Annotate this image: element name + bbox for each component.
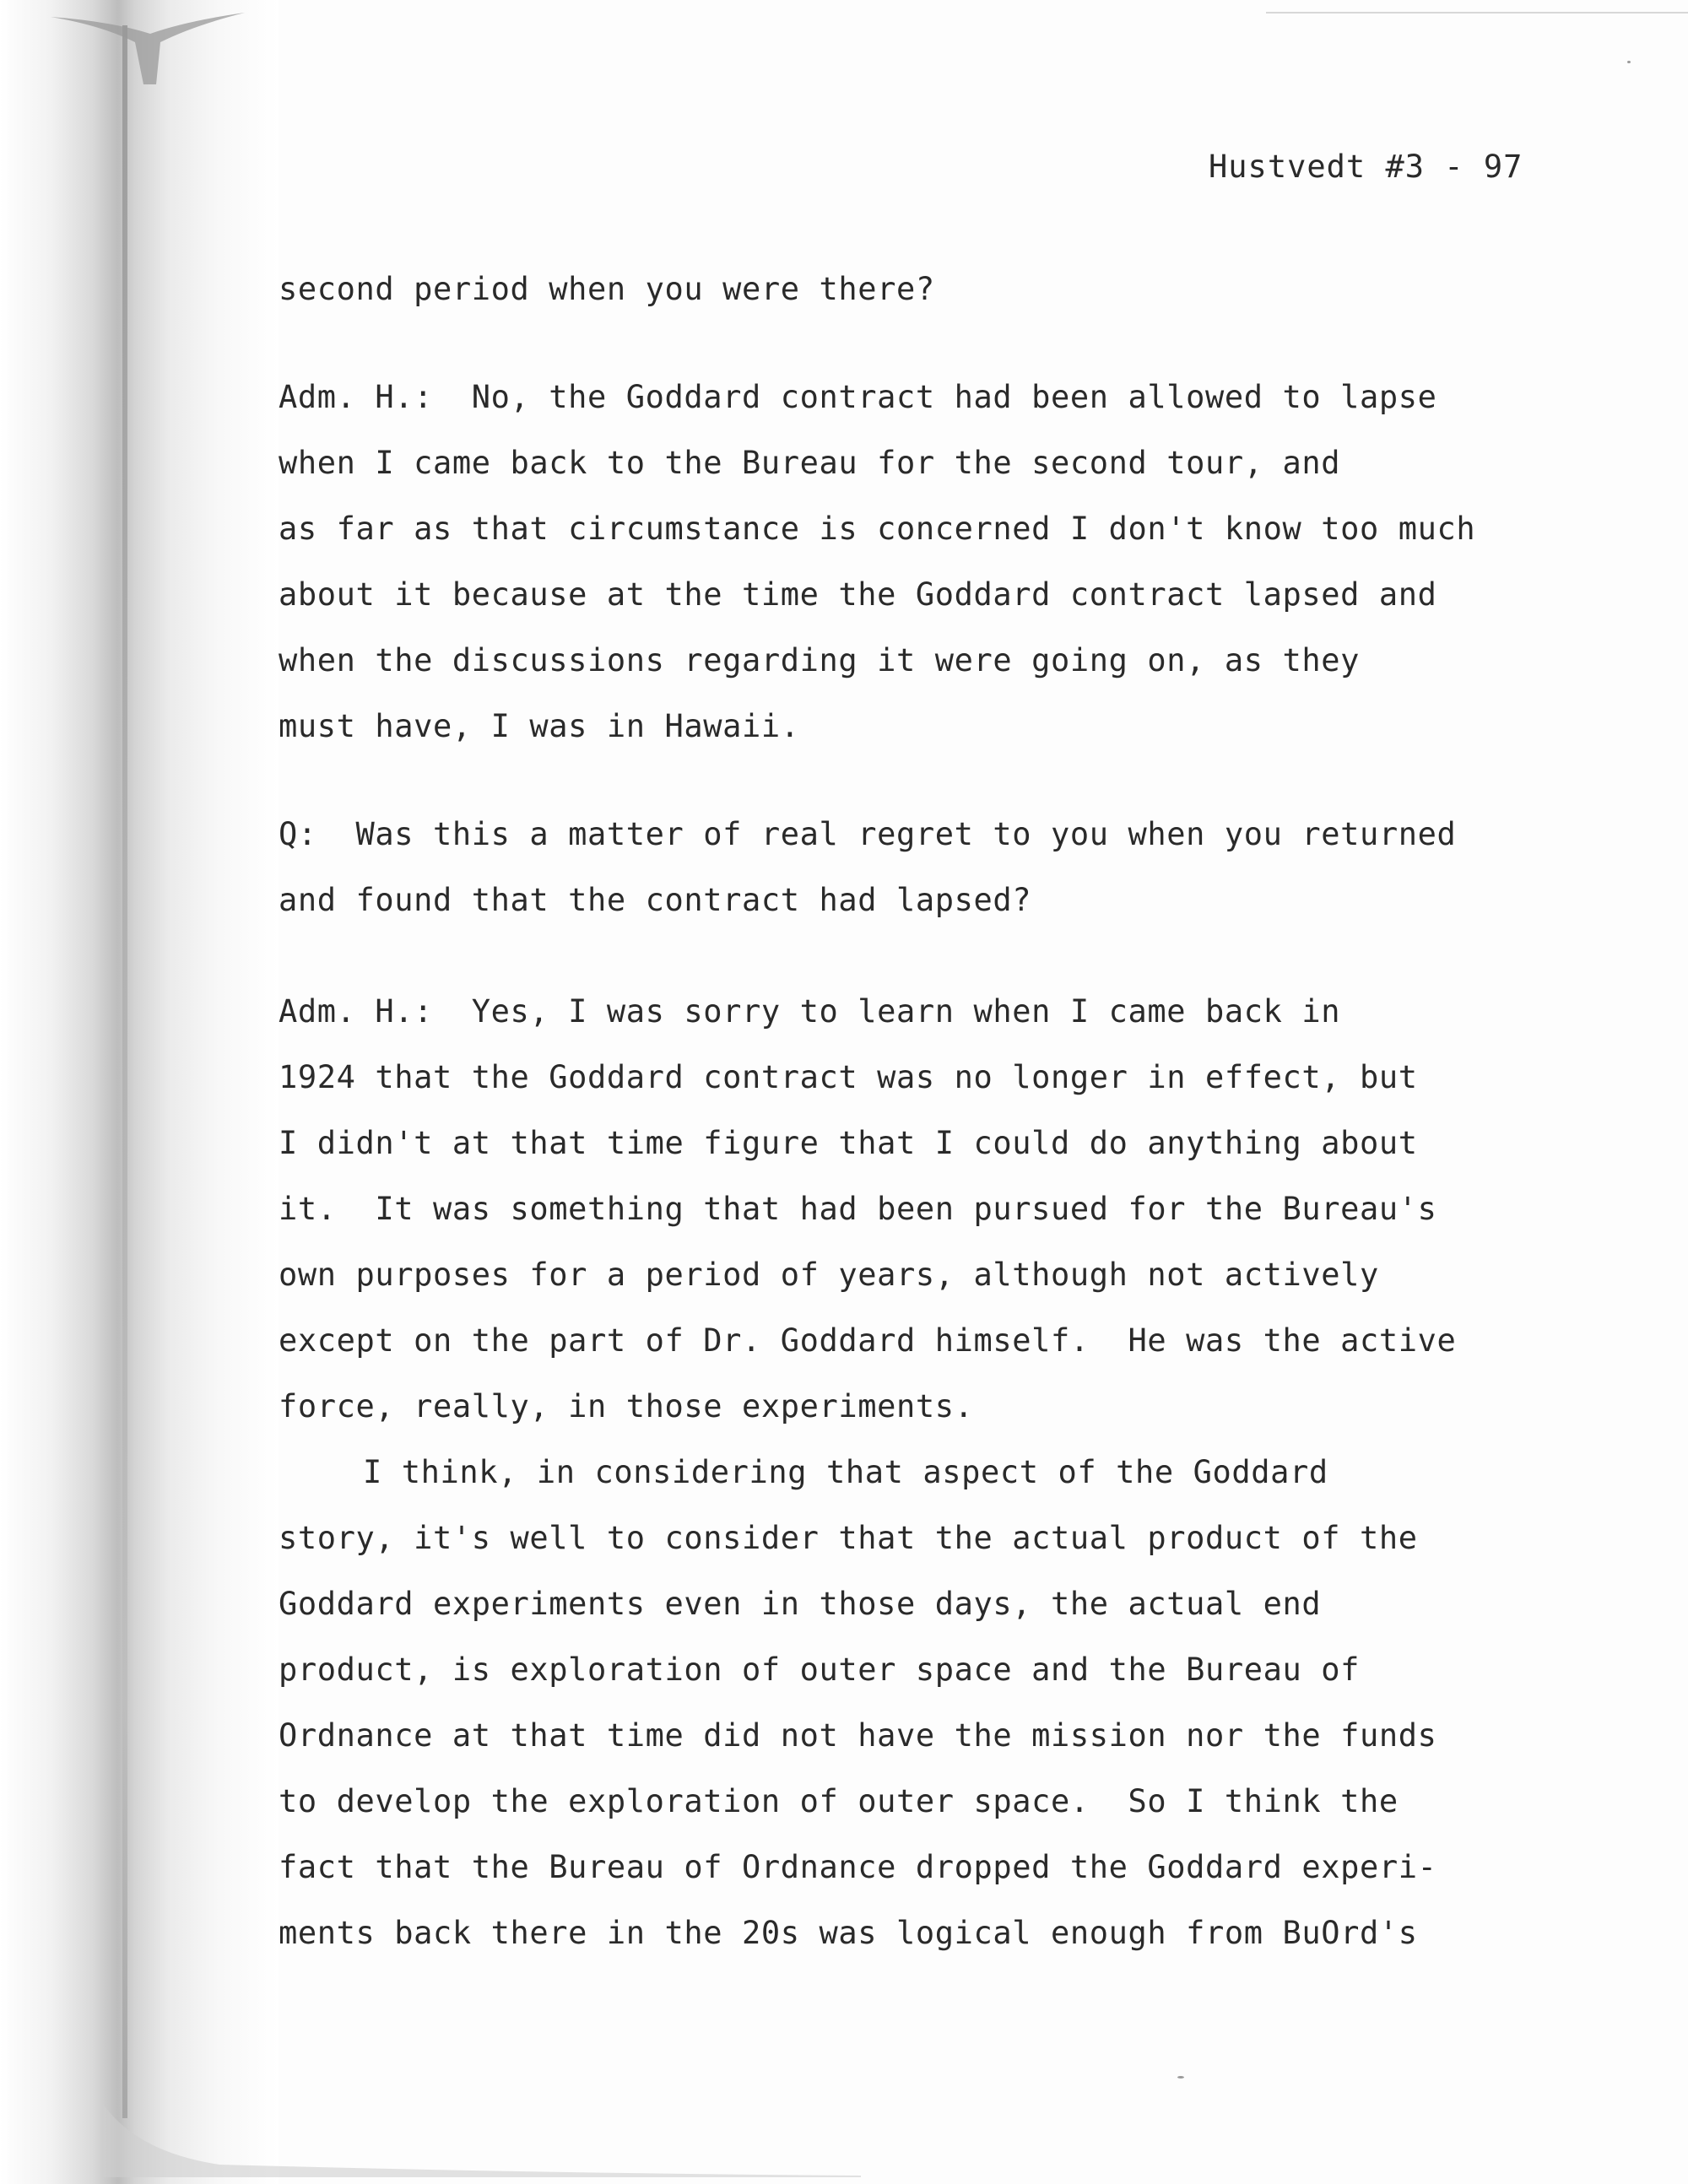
binding-clip-mark: [51, 8, 245, 84]
text-line: force, really, in those experiments.: [279, 1388, 974, 1424]
text-line: product, is exploration of outer space and the Bureau of: [279, 1652, 1361, 1688]
text-line: about it because at the time the Goddard contract lapsed and: [279, 576, 1437, 613]
scan-speck: [1177, 2076, 1184, 2079]
page-header: Hustvedt #3 - 97: [1209, 149, 1523, 185]
text-block-answer-1: [279, 365, 1545, 760]
text-line: story, it's well to consider that the actual product of the: [279, 1520, 1418, 1556]
text-line: as far as that circumstance is concerned I don't know too much: [279, 511, 1476, 547]
text-line: Adm. H.: Yes, I was sorry to learn when I came back in: [279, 993, 1341, 1030]
binding-crease: [122, 25, 127, 2118]
text-line: it. It was something that had been pursued for the Bureau's: [279, 1191, 1437, 1227]
text-block-question: [279, 802, 1545, 933]
top-edge-rule: [1266, 12, 1688, 14]
text-line: Goddard experiments even in those days, the actual end: [279, 1586, 1322, 1622]
text-line: own purposes for a period of years, although not actively: [279, 1257, 1379, 1293]
binding-shadow: [0, 0, 279, 2184]
text-line: except on the part of Dr. Goddard himself. He was the active: [279, 1322, 1457, 1359]
text-line: and found that the contract had lapsed?: [279, 882, 1032, 918]
text-line: 1924 that the Goddard contract was no longer in effect, but: [279, 1059, 1418, 1095]
text-block-answer-2: [279, 979, 1545, 1966]
text-line: second period when you were there?: [279, 271, 935, 307]
text-line: when I came back to the Bureau for the second tour, and: [279, 445, 1341, 481]
binding-bottom-shadow: [101, 2101, 861, 2177]
scan-speck: [1627, 61, 1631, 63]
text-line: I think, in considering that aspect of the Goddard: [363, 1454, 1328, 1490]
text-line: Q: Was this a matter of real regret to you when you returned: [279, 816, 1457, 852]
text-line: I didn't at that time figure that I could do anything about: [279, 1125, 1418, 1161]
text-line: Adm. H.: No, the Goddard contract had been allowed to lapse: [279, 379, 1437, 415]
text-line: ments back there in the 20s was logical enough from BuOrd's: [279, 1915, 1418, 1951]
text-line: must have, I was in Hawaii.: [279, 708, 800, 744]
text-line: when the discussions regarding it were going on, as they: [279, 642, 1361, 678]
text-block-continuation: [279, 257, 1545, 322]
text-line: to develop the exploration of outer space. So I think the: [279, 1783, 1399, 1819]
text-line: Ordnance at that time did not have the mission nor the funds: [279, 1717, 1437, 1754]
text-line: fact that the Bureau of Ordnance dropped the Goddard experi-: [279, 1849, 1437, 1885]
